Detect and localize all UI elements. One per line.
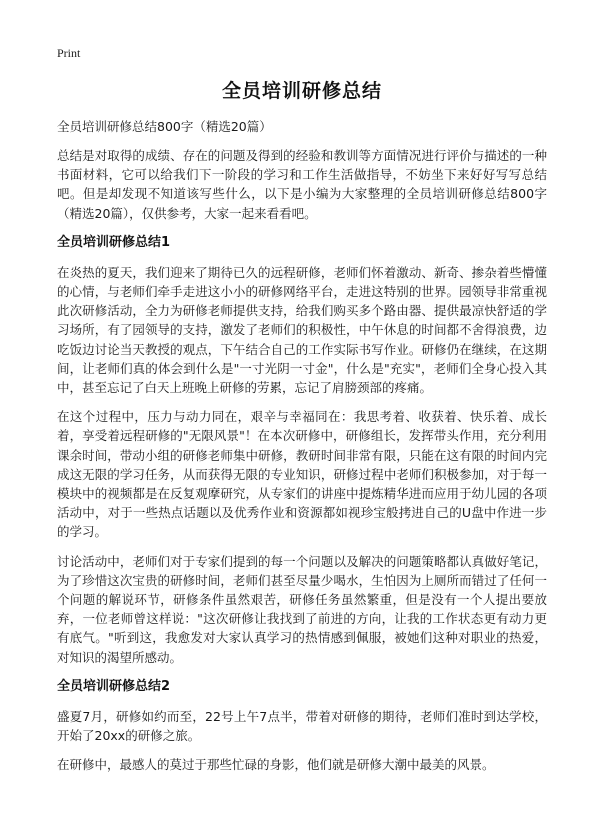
section-paragraph: 在炎热的夏天，我们迎来了期待已久的远程研修，老师们怀着激动、新奇、掺杂着些懵懂的心情，与老师们牵手走进这小小的研修网络平台，走进这特别的世界。园领导非常重视此次研修活动，全力为研修老师提供支持，给我们购买多个路由器、提供最凉快舒适的学习场所，有了园领导的支持，激发了老师们的积极性，中午休息的时间都不舍得浪费，边吃饭边讨论当天教授的观点，下午结合自己的工作实际书写作业。研修仍在继续，在这期间，让老师们真的体会到什么是"一寸光阴一寸金"，什么是"充实"，老师们全身心投入其中，甚至忘记了白天上班晚上研修的劳累，忘记了肩膀颈部的疼痛。 [57,264,547,396]
section-paragraph: 盛夏7月，研修如约而至，22号上午7点半，带着对研修的期待，老师们准时到达学校，开始了20xx的研修之旅。 [57,708,547,744]
section-paragraph: 讨论活动中，老师们对于专家们提到的每一个问题以及解决的问题策略都认真做好笔记，为了珍惜这次宝贵的研修时间，老师们甚至尽量少喝水，生怕因为上厕所而错过了任何一个问题的解说环节，研修条件虽然艰苦，研修任务虽然繁重，但是没有一个人提出要放弃，一位老师曾这样说："这次研修让我找到了前进的方向，让我的工作状态更有动力更有底气。"听到这，我愈发对大家认真学习的热情感到佩服，被她们这种对职业的热爱，对知识的渴望所感动。 [57,553,547,665]
section-heading: 全员培训研修总结2 [57,678,171,694]
article [57,78,547,784]
print-link[interactable]: Print [57,46,81,60]
section-heading: 全员培训研修总结1 [57,234,171,250]
section-paragraph: 在这个过程中，压力与动力同在，艰辛与幸福同在：我思考着、收获着、快乐着、成长着，享受着远程研修的"无限风景"！在本次研修中，研修组长，发挥带头作用，充分利用课余时间，带动小组的研修老师集中研修，教研时间非常有限，只能在这有限的时间内完成这无限的学习任务，从而获得无限的专业知识，研修过程中老师们积极参加，对于每一模块中的视频都是在反复观摩研究，从专家们的讲座中提炼精华进而应用于幼儿园的各项活动中，对于一些热点话题以及优秀作业和资源都如视珍宝般拷进自己的U盘中作进一步的学习。 [57,409,547,540]
intro-paragraph: 总结是对取得的成绩、存在的问题及得到的经验和教训等方面情况进行评价与描述的一种书面材料，它可以给我们下一阶段的学习和工作生活做指导，不妨坐下来好好写写总结吧。但是却发现不知道该写些什么，以下是小编为大家整理的全员培训研修总结800字（精选20篇），仅供参考，大家一起来看看吧。 [57,148,547,221]
section-paragraph: 在研修中，最感人的莫过于那些忙碌的身影，他们就是研修大潮中最美的风景。 [57,757,495,773]
page-title: 全员培训研修总结 [221,80,382,102]
article-subtitle: 全员培训研修总结800字（精选20篇） [57,119,272,134]
